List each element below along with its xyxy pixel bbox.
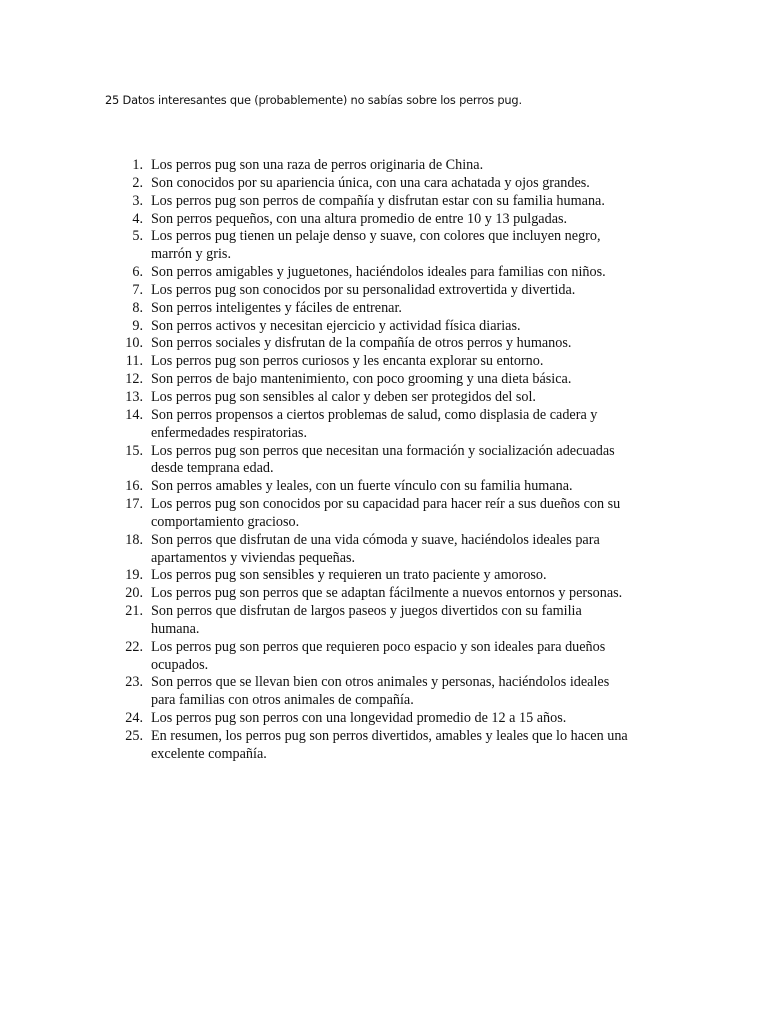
list-item xyxy=(114,335,674,353)
list-item-line: Los perros pug son perros que se adaptan fácilmente a nuevos entornos y personas. xyxy=(151,585,623,602)
list-item-number: 19. xyxy=(125,567,143,584)
list-item-text xyxy=(151,443,674,479)
list-item-line: Los perros pug son perros con una longevidad promedio de 12 a 15 años. xyxy=(151,710,567,727)
list-item xyxy=(114,639,674,675)
list-item-number: 5. xyxy=(132,228,143,245)
list-item xyxy=(114,603,674,639)
list-item-number: 11. xyxy=(125,353,143,370)
list-item-line: Los perros pug son perros que necesitan una formación y socialización adecuadas xyxy=(151,442,615,459)
list-item-line: Son perros inteligentes y fáciles de entrenar. xyxy=(151,299,402,316)
list-item-number: 6. xyxy=(132,264,143,281)
list-item-text xyxy=(151,335,674,353)
list-item xyxy=(114,674,674,710)
list-item-number: 23. xyxy=(125,674,143,691)
list-item-line: En resumen, los perros pug son perros divertidos, amables y leales que lo hacen una xyxy=(151,728,628,744)
list-item-line: excelente compañía. xyxy=(151,745,267,762)
list-item-line: apartamentos y viviendas pequeñas. xyxy=(151,549,356,566)
list-item-number: 12. xyxy=(125,371,143,388)
list-item xyxy=(114,585,674,603)
list-item-number: 22. xyxy=(125,638,143,655)
list-item xyxy=(114,193,674,211)
list-item-text xyxy=(151,674,674,710)
list-item-line: para familias con otros animales de compañía. xyxy=(151,692,414,709)
list-item-line: comportamiento gracioso. xyxy=(151,513,300,530)
list-item-text xyxy=(151,532,674,568)
list-item xyxy=(114,389,674,407)
list-item-number: 25. xyxy=(125,728,143,744)
list-item-line: Los perros pug son perros de compañía y disfrutan estar con su familia humana. xyxy=(151,192,605,209)
list-item-text xyxy=(151,389,674,407)
list-item xyxy=(114,211,674,229)
list-item-line: humana. xyxy=(151,620,200,637)
list-item-line: marrón y gris. xyxy=(151,246,231,263)
list-item-number: 3. xyxy=(132,192,143,209)
list-item-text xyxy=(151,228,674,264)
list-item-text xyxy=(151,193,674,211)
list-item xyxy=(114,443,674,479)
list-item-line: Son perros que disfrutan de una vida cómoda y suave, haciéndolos ideales para xyxy=(151,531,600,548)
facts-list xyxy=(114,157,674,764)
list-item-number: 13. xyxy=(125,388,143,405)
list-item-line: Son perros amables y leales, con un fuerte vínculo con su familia humana. xyxy=(151,478,573,495)
list-item-text xyxy=(151,264,674,282)
document-title: 25 Datos interesantes que (probablemente) no sabías sobre los perros pug. xyxy=(105,93,522,107)
list-item-number: 4. xyxy=(132,210,143,227)
list-item-line: Los perros pug son sensibles al calor y deben ser protegidos del sol. xyxy=(151,388,536,405)
list-item-number: 18. xyxy=(125,531,143,548)
list-item-text xyxy=(151,353,674,371)
list-item-number: 10. xyxy=(125,335,143,352)
list-item-line: Son perros amigables y juguetones, haciéndolos ideales para familias con niños. xyxy=(151,264,606,281)
list-item-line: Los perros pug son perros que requieren poco espacio y son ideales para dueños xyxy=(151,638,606,655)
list-item-number: 14. xyxy=(125,406,143,423)
list-item-number: 1. xyxy=(132,157,143,173)
list-item-line: desde temprana edad. xyxy=(151,460,274,477)
list-item-text xyxy=(151,211,674,229)
list-item-line: Son perros de bajo mantenimiento, con poco grooming y una dieta básica. xyxy=(151,371,572,388)
list-item-text xyxy=(151,300,674,318)
list-item-text xyxy=(151,728,674,764)
list-item-number: 24. xyxy=(125,710,143,727)
list-item-text xyxy=(151,157,674,175)
list-item-text xyxy=(151,175,674,193)
list-item-line: Los perros pug tienen un pelaje denso y suave, con colores que incluyen negro, xyxy=(151,228,601,245)
list-item-text xyxy=(151,371,674,389)
list-item-text xyxy=(151,639,674,675)
list-item-text xyxy=(151,282,674,300)
list-item xyxy=(114,496,674,532)
list-item-text xyxy=(151,567,674,585)
list-item xyxy=(114,407,674,443)
list-item-number: 21. xyxy=(125,603,143,620)
list-item-number: 9. xyxy=(132,317,143,334)
list-item-number: 2. xyxy=(132,174,143,191)
list-item-line: ocupados. xyxy=(151,656,209,673)
list-item-line: Los perros pug son conocidos por su personalidad extrovertida y divertida. xyxy=(151,281,576,298)
list-item-line: Son perros que se llevan bien con otros animales y personas, haciéndolos ideales xyxy=(151,674,610,691)
list-item xyxy=(114,728,674,764)
list-item xyxy=(114,282,674,300)
list-item-number: 17. xyxy=(125,496,143,513)
list-item xyxy=(114,567,674,585)
list-item-text xyxy=(151,478,674,496)
list-item-line: Son perros sociales y disfrutan de la compañía de otros perros y humanos. xyxy=(151,335,572,352)
list-item-line: Son perros activos y necesitan ejercicio y actividad física diarias. xyxy=(151,317,521,334)
list-item-line: Los perros pug son conocidos por su capacidad para hacer reír a sus dueños con su xyxy=(151,496,621,513)
list-item-text xyxy=(151,710,674,728)
list-item-line: Los perros pug son una raza de perros originaria de China. xyxy=(151,157,484,173)
list-item-line: Son perros propensos a ciertos problemas de salud, como displasia de cadera y xyxy=(151,406,598,423)
list-item-line: enfermedades respiratorias. xyxy=(151,424,307,441)
list-item xyxy=(114,300,674,318)
list-item xyxy=(114,710,674,728)
list-item-text xyxy=(151,585,674,603)
list-item-line: Son perros que disfrutan de largos paseos y juegos divertidos con su familia xyxy=(151,603,582,620)
list-item xyxy=(114,228,674,264)
list-item-line: Los perros pug son perros curiosos y les encanta explorar su entorno. xyxy=(151,353,544,370)
list-item-number: 15. xyxy=(125,442,143,459)
list-item-number: 7. xyxy=(132,281,143,298)
list-item-text xyxy=(151,496,674,532)
list-item xyxy=(114,371,674,389)
list-item-text xyxy=(151,407,674,443)
list-item-number: 8. xyxy=(132,299,143,316)
list-item xyxy=(114,157,674,175)
list-item xyxy=(114,353,674,371)
list-item-number: 20. xyxy=(125,585,143,602)
list-item xyxy=(114,175,674,193)
list-item xyxy=(114,478,674,496)
list-item-text xyxy=(151,603,674,639)
list-item-line: Los perros pug son sensibles y requieren un trato paciente y amoroso. xyxy=(151,567,547,584)
list-item-line: Son perros pequeños, con una altura promedio de entre 10 y 13 pulgadas. xyxy=(151,210,568,227)
list-item xyxy=(114,264,674,282)
list-item-text xyxy=(151,318,674,336)
list-item xyxy=(114,318,674,336)
list-item-line: Son conocidos por su apariencia única, con una cara achatada y ojos grandes. xyxy=(151,174,590,191)
list-item-number: 16. xyxy=(125,478,143,495)
list-item xyxy=(114,532,674,568)
